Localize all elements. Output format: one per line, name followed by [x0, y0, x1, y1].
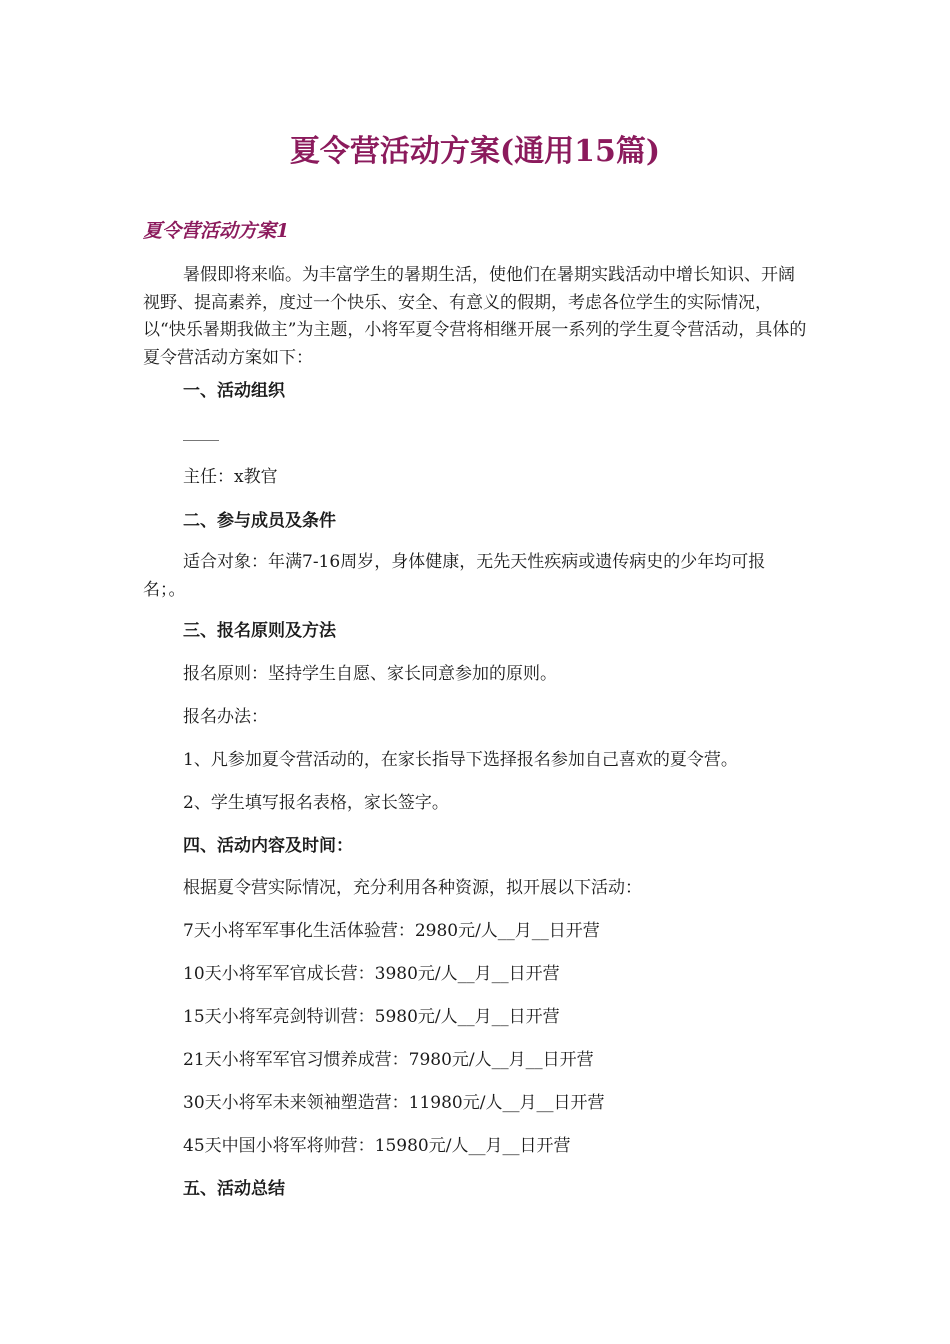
camp-item: 30天小将军未来领袖塑造营：11980元/人__月__日开营: [183, 1093, 605, 1113]
section-title: 夏令营活动方案1: [143, 220, 290, 242]
registration-principle: 报名原则：坚持学生自愿、家长同意参加的原则。: [183, 664, 557, 684]
registration-method-label: 报名办法：: [183, 707, 268, 727]
camp-item: 10天小将军军官成长营：3980元/人__月__日开营: [183, 964, 560, 984]
heading-summary: 五、活动总结: [183, 1179, 285, 1199]
intro-paragraph: [143, 262, 807, 372]
director-line: 主任：x教官: [183, 467, 278, 487]
eligibility-paragraph: [143, 549, 807, 604]
intro-text: 暑假即将来临。为丰富学生的暑期生活，使他们在暑期实践活动中增长知识、开阔视野、提高素养，度过一个快乐、安全、有意义的假期，考虑各位学生的实际情况，以“快乐暑期我做主”为主题，小将军夏令营将相继开展一系列的学生夏令营活动，具体的夏令营活动方案如下：: [143, 265, 807, 368]
page-title: 夏令营活动方案(通用15篇): [289, 134, 661, 169]
heading-organization: 一、活动组织: [183, 381, 285, 401]
registration-method-1: 1、凡参加夏令营活动的，在家长指导下选择报名参加自己喜欢的夏令营。: [183, 750, 738, 770]
heading-registration: 三、报名原则及方法: [183, 621, 336, 641]
camp-item: 45天中国小将军将帅营：15980元/人__月__日开营: [183, 1136, 571, 1156]
content-intro: 根据夏令营实际情况，充分利用各种资源，拟开展以下活动：: [183, 878, 642, 898]
heading-content: 四、活动内容及时间：: [183, 836, 353, 856]
camp-item: 21天小将军军官习惯养成营：7980元/人__月__日开营: [183, 1050, 594, 1070]
camp-item: 15天小将军亮剑特训营：5980元/人__月__日开营: [183, 1007, 560, 1027]
heading-participants: 二、参与成员及条件: [183, 511, 336, 531]
dash-separator: [183, 440, 219, 441]
eligibility-text: 适合对象：年满7-16周岁，身体健康，无先天性疾病或遗传病史的少年均可报名；。: [143, 552, 766, 600]
camp-item: 7天小将军军事化生活体验营：2980元/人__月__日开营: [183, 921, 600, 941]
registration-method-2: 2、学生填写报名表格，家长签字。: [183, 793, 449, 813]
